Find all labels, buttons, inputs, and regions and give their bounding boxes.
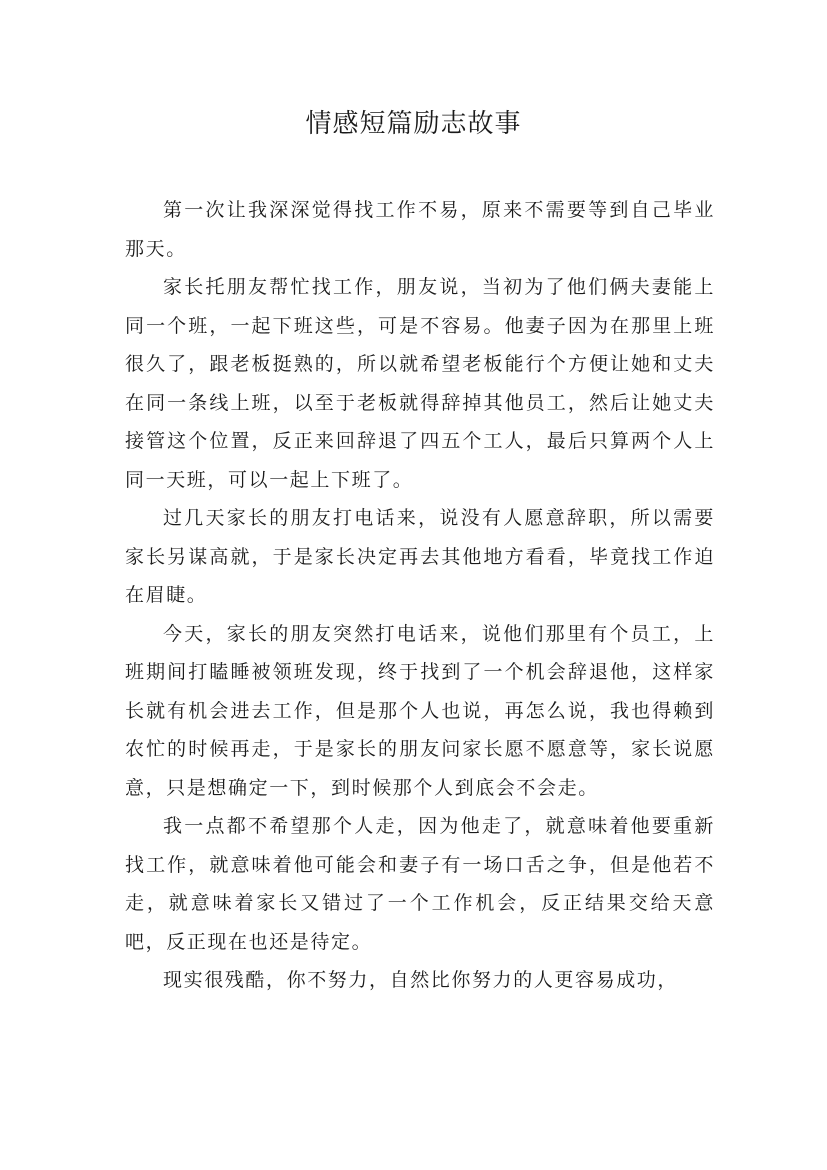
paragraph-3: 过几天家长的朋友打电话来，说没有人愿意辞职，所以需要家长另谋高就，于是家长决定再去其他地方看看，毕竟找工作迫在眉睫。 [125,507,715,606]
document-title: 情感短篇励志故事 [305,109,522,139]
document-body [125,191,715,1000]
paragraph-6: 现实很残酷，你不努力，自然比你努力的人更容易成功， [163,969,679,991]
paragraph-1: 第一次让我深深觉得找工作不易，原来不需要等到自己毕业那天。 [125,199,715,260]
paragraph-2: 家长托朋友帮忙找工作，朋友说，当初为了他们俩夫妻能上同一个班，一起下班这些，可是不容易。他妻子因为在那里上班很久了，跟老板挺熟的，所以就希望老板能行个方便让她和丈夫在同一条线上班，以至于老板就得辞掉其他员工，然后让她丈夫接管这个位置，反正来回辞退了四五个工人，最后只算两个人上同一天班，可以一起上下班了。 [125,276,715,491]
paragraph-5: 我一点都不希望那个人走，因为他走了，就意味着他要重新找工作，就意味着他可能会和妻子有一场口舌之争，但是他若不走，就意味着家长又错过了一个工作机会，反正结果交给天意吧，反正现在也还是待定。 [125,815,715,953]
paragraph-4: 今天，家长的朋友突然打电话来，说他们那里有个员工，上班期间打瞌睡被领班发现，终于找到了一个机会辞退他，这样家长就有机会进去工作，但是那个人也说，再怎么说，我也得赖到农忙的时候再走，于是家长的朋友问家长愿不愿意等，家长说愿意，只是想确定一下，到时候那个人到底会不会走。 [125,622,715,799]
